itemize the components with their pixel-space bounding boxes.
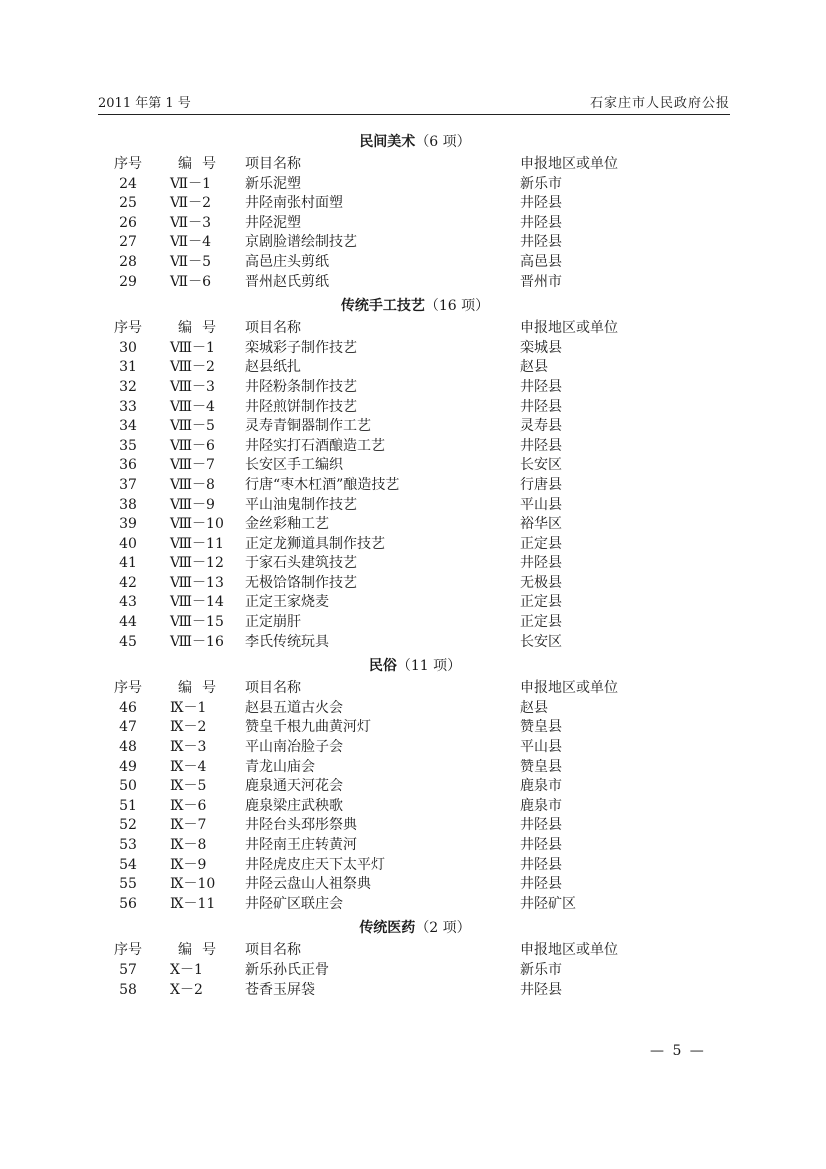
cell-area: 赵县 [520,699,548,716]
table-row [110,378,720,398]
column-header-area: 申报地区或单位 [520,320,618,337]
cell-name: 金丝彩釉工艺 [245,516,329,533]
cell-area: 裕华区 [520,516,562,533]
cell-code: Ⅸ－10 [170,876,216,893]
cell-code: Ⅷ－7 [170,457,215,474]
section-title-text: 传统医药 [359,920,416,937]
cell-area: 长安区 [520,633,562,650]
column-header-code: 编号 [178,680,226,697]
table-header-row [110,319,720,339]
cell-name: 晋州赵氏剪纸 [245,273,329,290]
cell-name: 正定龙狮道具制作技艺 [245,535,385,552]
cell-code: Ⅹ－2 [170,981,203,998]
cell-seq: 45 [119,633,137,650]
cell-name: 井陉南王庄转黄河 [245,837,357,853]
column-header-seq: 序号 [114,942,142,959]
cell-code: Ⅷ－14 [170,594,224,611]
table-row [110,613,720,633]
cell-name: 正定王家烧麦 [245,594,329,611]
cell-seq: 44 [119,614,137,631]
cell-area: 井陉县 [520,837,562,853]
cell-area: 新乐市 [520,961,562,978]
cell-name: 栾城彩子制作技艺 [245,339,357,356]
cell-name: 井陉南张村面塑 [245,195,343,212]
cell-seq: 36 [119,457,137,474]
section-title [110,917,720,939]
column-header-name: 项目名称 [245,680,301,697]
cell-seq: 46 [119,699,137,716]
page-header [98,94,730,115]
cell-code: Ⅷ－11 [170,535,224,552]
cell-area: 井陉县 [520,437,562,454]
cell-code: Ⅷ－13 [170,574,224,591]
cell-seq: 52 [119,817,137,834]
cell-seq: 57 [119,961,137,978]
section-count: （2 项） [415,920,471,937]
cell-seq: 56 [119,895,137,912]
cell-name: 李氏传统玩具 [245,633,329,650]
cell-code: Ⅷ－4 [170,398,215,415]
cell-name: 长安区手工编织 [245,457,343,474]
cell-seq: 24 [119,175,137,192]
cell-code: Ⅶ－4 [170,234,211,251]
column-header-code: 编号 [178,156,226,172]
cell-code: Ⅶ－2 [170,195,211,212]
cell-seq: 41 [119,555,137,572]
cell-area: 正定县 [520,535,562,552]
cell-area: 井陉县 [520,555,562,572]
cell-code: Ⅸ－11 [170,895,216,912]
cell-area: 鹿泉市 [520,797,562,814]
cell-area: 井陉县 [520,214,562,231]
table-row [110,758,720,778]
cell-name: 井陉实打石酒酿造工艺 [245,437,385,454]
table-row [110,554,720,574]
cell-seq: 55 [119,876,137,893]
cell-area: 赞皇县 [520,719,562,736]
cell-name: 于家石头建筑技艺 [245,555,357,572]
cell-seq: 32 [119,378,137,395]
cell-code: Ⅶ－6 [170,273,211,290]
section-count: （6 项） [415,134,471,150]
cell-name: 鹿泉通天河花会 [245,778,343,795]
table-row [110,633,720,653]
cell-code: Ⅷ－10 [170,516,224,533]
table-row [110,738,720,758]
cell-code: Ⅷ－1 [170,339,215,356]
cell-seq: 51 [119,797,137,814]
table-row [110,273,720,293]
cell-area: 赵县 [520,359,548,376]
table-row [110,961,720,981]
cell-name: 井陉虎皮庄天下太平灯 [245,856,385,873]
cell-area: 灵寿县 [520,418,562,435]
cell-name: 井陉煎饼制作技艺 [245,398,357,415]
cell-code: Ⅷ－2 [170,359,215,376]
cell-seq: 43 [119,594,137,611]
table-row [110,816,720,836]
table-row [110,574,720,594]
cell-area: 井陉县 [520,234,562,251]
cell-code: Ⅹ－1 [170,961,203,978]
cell-name: 苍香玉屏袋 [245,981,315,998]
cell-seq: 40 [119,535,137,552]
table-row [110,535,720,555]
cell-code: Ⅷ－15 [170,614,224,631]
column-header-code: 编号 [178,942,226,959]
table-row [110,339,720,359]
column-header-name: 项目名称 [245,320,301,337]
cell-area: 正定县 [520,614,562,631]
cell-area: 井陉矿区 [520,895,576,912]
table-row [110,777,720,797]
cell-seq: 26 [119,214,137,231]
cell-seq: 50 [119,778,137,795]
table-row [110,194,720,214]
table-row [110,417,720,437]
cell-area: 无极县 [520,574,562,591]
cell-seq: 53 [119,837,137,853]
table-row [110,836,720,856]
cell-area: 井陉县 [520,398,562,415]
cell-area: 井陉县 [520,876,562,893]
cell-code: Ⅸ－6 [170,797,207,814]
cell-name: 新乐孙氏正骨 [245,961,329,978]
section-title [110,295,720,317]
cell-code: Ⅶ－1 [170,175,211,192]
table-row [110,515,720,535]
column-header-area: 申报地区或单位 [520,680,618,697]
cell-seq: 47 [119,719,137,736]
cell-seq: 35 [119,437,137,454]
cell-seq: 28 [119,253,137,270]
cell-code: Ⅸ－9 [170,856,207,873]
document-body [110,128,720,1000]
cell-seq: 33 [119,398,137,415]
cell-name: 平山油鬼制作技艺 [245,496,357,513]
cell-code: Ⅷ－3 [170,378,215,395]
section-count: （16 项） [424,298,490,315]
cell-name: 无极饸饹制作技艺 [245,574,357,591]
cell-seq: 25 [119,195,137,212]
cell-area: 行唐县 [520,476,562,493]
section-count: （11 项） [396,658,462,675]
table-row [110,358,720,378]
cell-area: 井陉县 [520,981,562,998]
cell-name: 平山南冶脸子会 [245,739,343,756]
section-title-text: 民间美术 [359,134,416,150]
page-number: — 5 — [650,1043,706,1059]
cell-name: 鹿泉梁庄武秧歌 [245,797,343,814]
cell-area: 长安区 [520,457,562,474]
publication-title: 石家庄市人民政府公报 [589,96,730,111]
cell-code: Ⅸ－7 [170,817,207,834]
column-header-area: 申报地区或单位 [520,942,618,959]
section-title-text: 民俗 [368,658,397,675]
cell-area: 井陉县 [520,195,562,212]
cell-area: 晋州市 [520,273,562,290]
cell-code: Ⅸ－1 [170,699,207,716]
cell-seq: 39 [119,516,137,533]
column-header-code: 编号 [178,320,226,337]
table-row [110,233,720,253]
cell-code: Ⅷ－16 [170,633,224,650]
cell-seq: 48 [119,739,137,756]
cell-code: Ⅸ－2 [170,719,207,736]
cell-code: Ⅸ－5 [170,778,207,795]
table-row [110,593,720,613]
cell-area: 井陉县 [520,378,562,395]
cell-name: 青龙山庙会 [245,758,315,775]
section-title [110,655,720,677]
table-row [110,895,720,915]
cell-seq: 30 [119,339,137,356]
cell-name: 赞皇千根九曲黄河灯 [245,719,371,736]
table-row [110,981,720,1001]
cell-code: Ⅸ－8 [170,837,207,853]
cell-area: 平山县 [520,496,562,513]
cell-name: 井陉矿区联庄会 [245,895,343,912]
column-header-seq: 序号 [114,320,142,337]
cell-seq: 49 [119,758,137,775]
cell-area: 鹿泉市 [520,778,562,795]
cell-name: 行唐“枣木杠酒”酿造技艺 [245,476,400,493]
cell-seq: 34 [119,418,137,435]
cell-name: 正定崩肝 [245,614,301,631]
table-header-row [110,155,720,175]
cell-code: Ⅸ－4 [170,758,207,775]
table-row [110,875,720,895]
table-row [110,253,720,273]
table-row [110,398,720,418]
table-row [110,437,720,457]
table-row [110,214,720,234]
cell-name: 赵县五道古火会 [245,699,343,716]
cell-seq: 29 [119,273,137,290]
cell-name: 赵县纸扎 [245,359,301,376]
cell-area: 平山县 [520,739,562,756]
cell-code: Ⅷ－9 [170,496,215,513]
table-row [110,797,720,817]
column-header-seq: 序号 [114,680,142,697]
cell-name: 灵寿青铜器制作工艺 [245,418,371,435]
cell-area: 井陉县 [520,856,562,873]
cell-name: 高邑庄头剪纸 [245,253,329,270]
cell-area: 高邑县 [520,253,562,270]
section-title [110,131,720,153]
issue-label: 2011 年第 1 号 [98,96,191,111]
cell-seq: 54 [119,856,137,873]
cell-code: Ⅷ－6 [170,437,215,454]
cell-code: Ⅶ－3 [170,214,211,231]
cell-code: Ⅶ－5 [170,253,211,270]
table-row [110,718,720,738]
cell-code: Ⅸ－3 [170,739,207,756]
table-row [110,476,720,496]
table-row [110,856,720,876]
cell-area: 井陉县 [520,817,562,834]
cell-seq: 37 [119,476,137,493]
section-title-text: 传统手工技艺 [340,298,425,315]
cell-seq: 42 [119,574,137,591]
cell-name: 井陉云盘山人祖祭典 [245,876,371,893]
table-row [110,175,720,195]
column-header-area: 申报地区或单位 [520,156,618,172]
cell-seq: 38 [119,496,137,513]
cell-name: 京剧脸谱绘制技艺 [245,234,357,251]
cell-seq: 31 [119,359,137,376]
table-row [110,496,720,516]
table-header-row [110,941,720,961]
cell-seq: 27 [119,234,137,251]
column-header-name: 项目名称 [245,156,301,172]
cell-code: Ⅷ－8 [170,476,215,493]
cell-name: 井陉泥塑 [245,214,301,231]
table-row [110,456,720,476]
cell-name: 井陉台头邳彤祭典 [245,817,357,834]
table-row [110,699,720,719]
cell-area: 赞皇县 [520,758,562,775]
column-header-seq: 序号 [114,156,142,172]
cell-name: 井陉粉条制作技艺 [245,378,357,395]
column-header-name: 项目名称 [245,942,301,959]
cell-seq: 58 [119,981,137,998]
cell-name: 新乐泥塑 [245,175,301,192]
cell-code: Ⅷ－5 [170,418,215,435]
cell-area: 正定县 [520,594,562,611]
cell-area: 新乐市 [520,175,562,192]
cell-code: Ⅷ－12 [170,555,224,572]
table-header-row [110,679,720,699]
cell-area: 栾城县 [520,339,562,356]
